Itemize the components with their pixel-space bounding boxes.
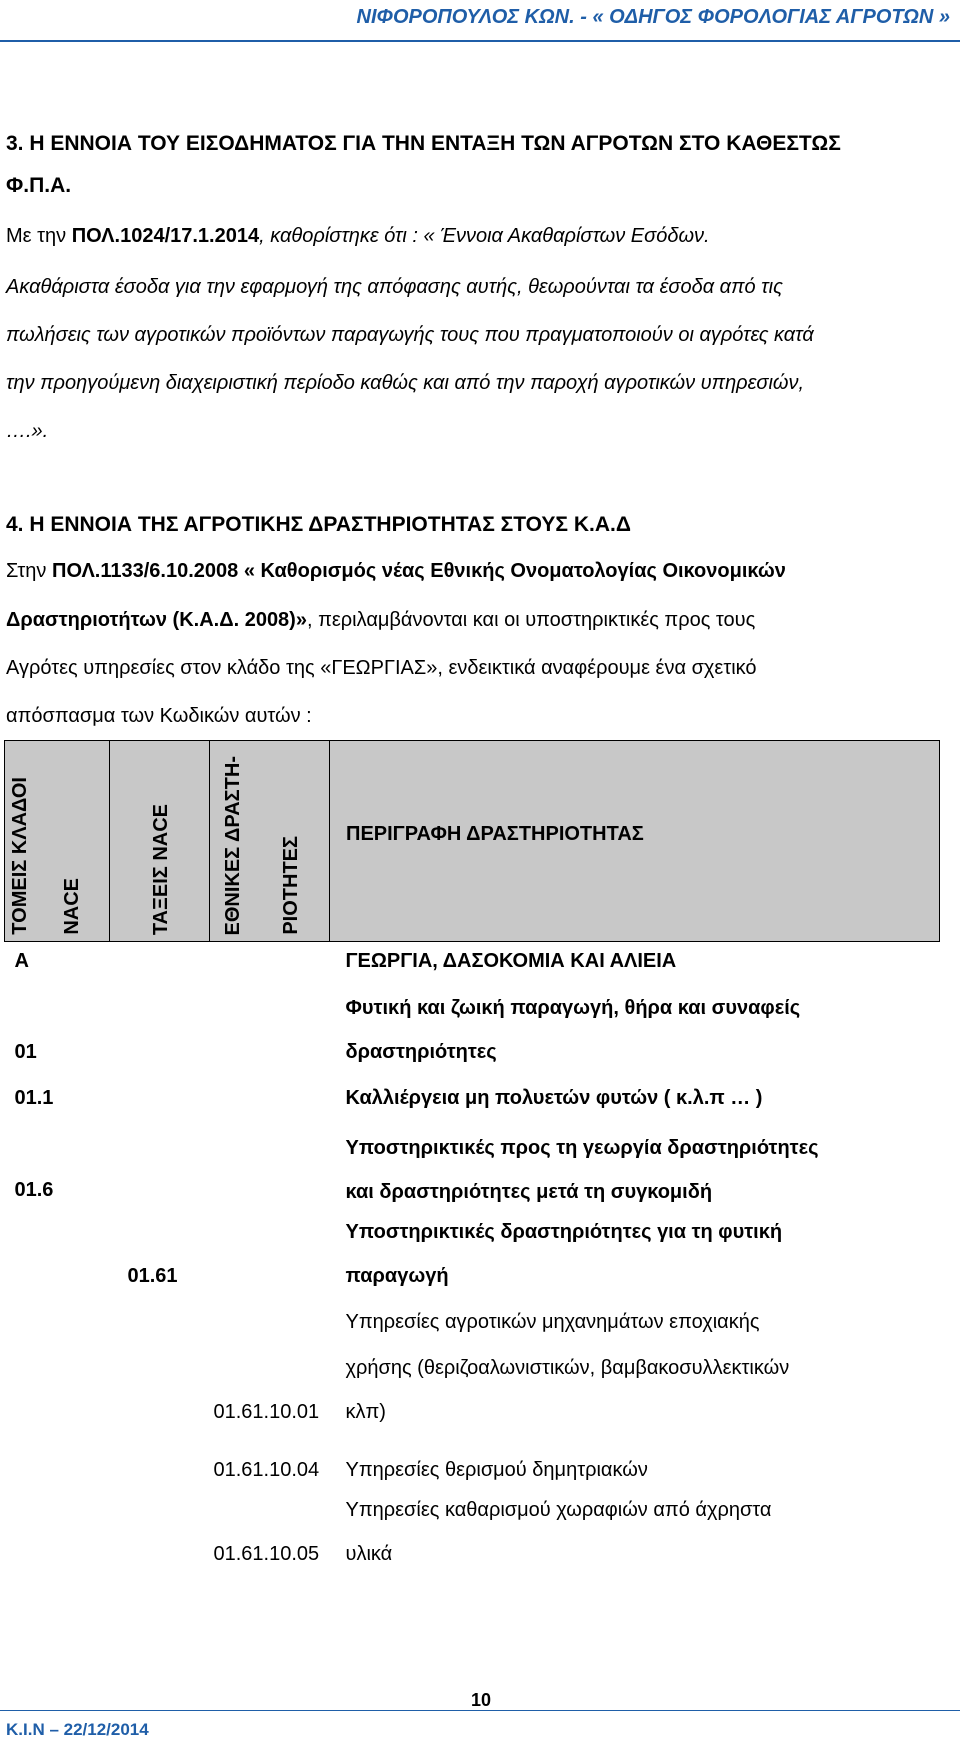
table-header-row — [5, 741, 940, 942]
row-description-line1: Υποστηρικτικές δραστηριότητες για τη φυτική — [345, 1220, 783, 1243]
line2-reference: Δραστηριοτήτων (Κ.Α.Δ. 2008)» — [6, 609, 307, 631]
header-sectors-line1: ΤΟΜΕΙΣ ΚΛΑΔΟΙ — [9, 777, 31, 935]
row-description-line1: Υπηρεσίες αγροτικών μηχανημάτων εποχιακής — [345, 1310, 760, 1333]
header-sectors — [5, 741, 110, 942]
row-description: ΓΕΩΡΓΙΑ, ΔΑΣΟΚΟΜΙΑ ΚΑΙ ΑΛΙΕΙΑ — [345, 950, 677, 972]
row-code-sector: Α — [14, 950, 29, 972]
row-description-line1: Υποστηρικτικές προς τη γεωργία δραστηριότητες — [345, 1136, 819, 1159]
header-classes — [110, 741, 210, 942]
section4-line1 — [6, 559, 786, 583]
row-code-national: 01.61.10.05 — [213, 1542, 320, 1565]
row-description-line1: Φυτική και ζωική παραγωγή, θήρα και συναφείς — [345, 996, 801, 1019]
quote-line-2: πωλήσεις των αγροτικών προϊόντων παραγωγής τους που πραγματοποιούν οι αγρότες κατά — [6, 324, 814, 346]
row-description-line2: δραστηριότητες — [345, 1040, 497, 1063]
table-row — [5, 1123, 940, 1215]
quote-line-3: την προηγούμενη διαχειριστική περίοδο καθώς και από την παροχή αγροτικών υπηρεσιών, — [6, 372, 805, 394]
intro-prefix: Με την — [6, 225, 72, 247]
table-row — [5, 1079, 940, 1123]
table-row — [5, 1495, 940, 1591]
line1-reference: ΠΟΛ.1133/6.10.2008 « Καθορισμός νέας Εθνικής Ονοματολογίας Οικονομικών — [52, 560, 786, 582]
row-description-line2: χρήσης (θεριζοαλωνιστικών, βαμβακοσυλλεκτικών — [345, 1356, 790, 1379]
table-row — [5, 1449, 940, 1495]
intro-reference: ΠΟΛ.1024/17.1.2014 — [71, 225, 260, 247]
section3-intro — [6, 224, 710, 248]
header-national-line2: ΡΙΟΤΗΤΕΣ — [280, 836, 302, 935]
row-code-class: 01.61 — [127, 1264, 178, 1287]
row-description-line2: και δραστηριότητες μετά τη συγκομιδή — [345, 1180, 713, 1203]
header-description-label: ΠΕΡΙΓΡΑΦΗ ΔΡΑΣΤΗΡΙΟΤΗΤΑΣ — [346, 823, 644, 845]
row-description-line2: παραγωγή — [345, 1264, 449, 1287]
header-classes-label: ΤΑΞΕΙΣ NACE — [150, 803, 172, 935]
header-national-line1: ΕΘΝΙΚΕΣ ΔΡΑΣΤΗ- — [222, 755, 244, 935]
row-code-national: 01.61.10.04 — [213, 1458, 320, 1481]
table-row — [5, 987, 940, 1079]
intro-suffix: , καθορίστηκε ότι : « Έννοια Ακαθαρίστων Εσόδων. — [259, 225, 710, 247]
table-row — [5, 1307, 940, 1449]
header-sectors-line2: NACE — [61, 878, 83, 935]
quote-line-1: Ακαθάριστα έσοδα για την εφαρμογή της απόφασης αυτής, θεωρούνται τα έσοδα από τις — [6, 276, 783, 298]
row-description-line3: κλπ) — [345, 1400, 386, 1423]
row-description-line1: Υπηρεσίες καθαρισμού χωραφιών από άχρηστα — [345, 1498, 772, 1521]
section4-line3: Αγρότες υπηρεσίες στον κλάδο της «ΓΕΩΡΓΙΑΣ», ενδεικτικά αναφέρουμε ένα σχετικό — [6, 657, 757, 679]
header-divider — [0, 40, 960, 42]
section4-line4: απόσπασμα των Κωδικών αυτών : — [6, 705, 312, 727]
row-code-national: 01.61.10.01 — [213, 1400, 320, 1423]
running-header: ΝΙΦΟΡΟΠΟΥΛΟΣ ΚΩΝ. - « ΟΔΗΓΟΣ ΦΟΡΟΛΟΓΙΑΣ ΑΓΡΟΤΩΝ » — [356, 6, 950, 28]
section3-heading-line2: Φ.Π.Α. — [6, 174, 72, 197]
line2-rest: , περιλαμβάνονται και οι υποστηρικτικές προς τους — [306, 609, 756, 631]
section4-heading: 4. Η ΕΝΝΟΙΑ ΤΗΣ ΑΓΡΟΤΙΚΗΣ ΔΡΑΣΤΗΡΙΟΤΗΤΑΣ ΣΤΟΥΣ Κ.Α.Δ — [6, 513, 631, 536]
section4-line2 — [6, 608, 755, 632]
page-number: 10 — [471, 1690, 492, 1710]
row-description-line2: υλικά — [345, 1542, 393, 1565]
row-code-sector: 01.6 — [14, 1178, 54, 1201]
row-code-sector: 01.1 — [14, 1086, 54, 1109]
row-code-sector: 01 — [14, 1040, 37, 1063]
table-row — [5, 942, 940, 987]
header-national — [210, 741, 330, 942]
line1-prefix: Στην — [6, 560, 52, 582]
section3-heading-line1: 3. Η ΕΝΝΟΙΑ ΤΟΥ ΕΙΣΟΔΗΜΑΤΟΣ ΓΙΑ ΤΗΝ ΕΝΤΑΞΗ ΤΩΝ ΑΓΡΟΤΩΝ ΣΤΟ ΚΑΘΕΣΤΩΣ — [6, 132, 841, 155]
footer-date: Κ.Ι.Ν – 22/12/2014 — [6, 1720, 149, 1739]
header-description — [330, 741, 940, 942]
row-description: Καλλιέργεια μη πολυετών φυτών ( κ.λ.π … ) — [345, 1086, 763, 1109]
table-row — [5, 1215, 940, 1307]
quote-line-4: ….». — [6, 420, 49, 442]
row-description: Υπηρεσίες θερισμού δημητριακών — [345, 1458, 648, 1481]
footer-divider — [0, 1710, 960, 1711]
kad-codes-table — [4, 740, 940, 1591]
